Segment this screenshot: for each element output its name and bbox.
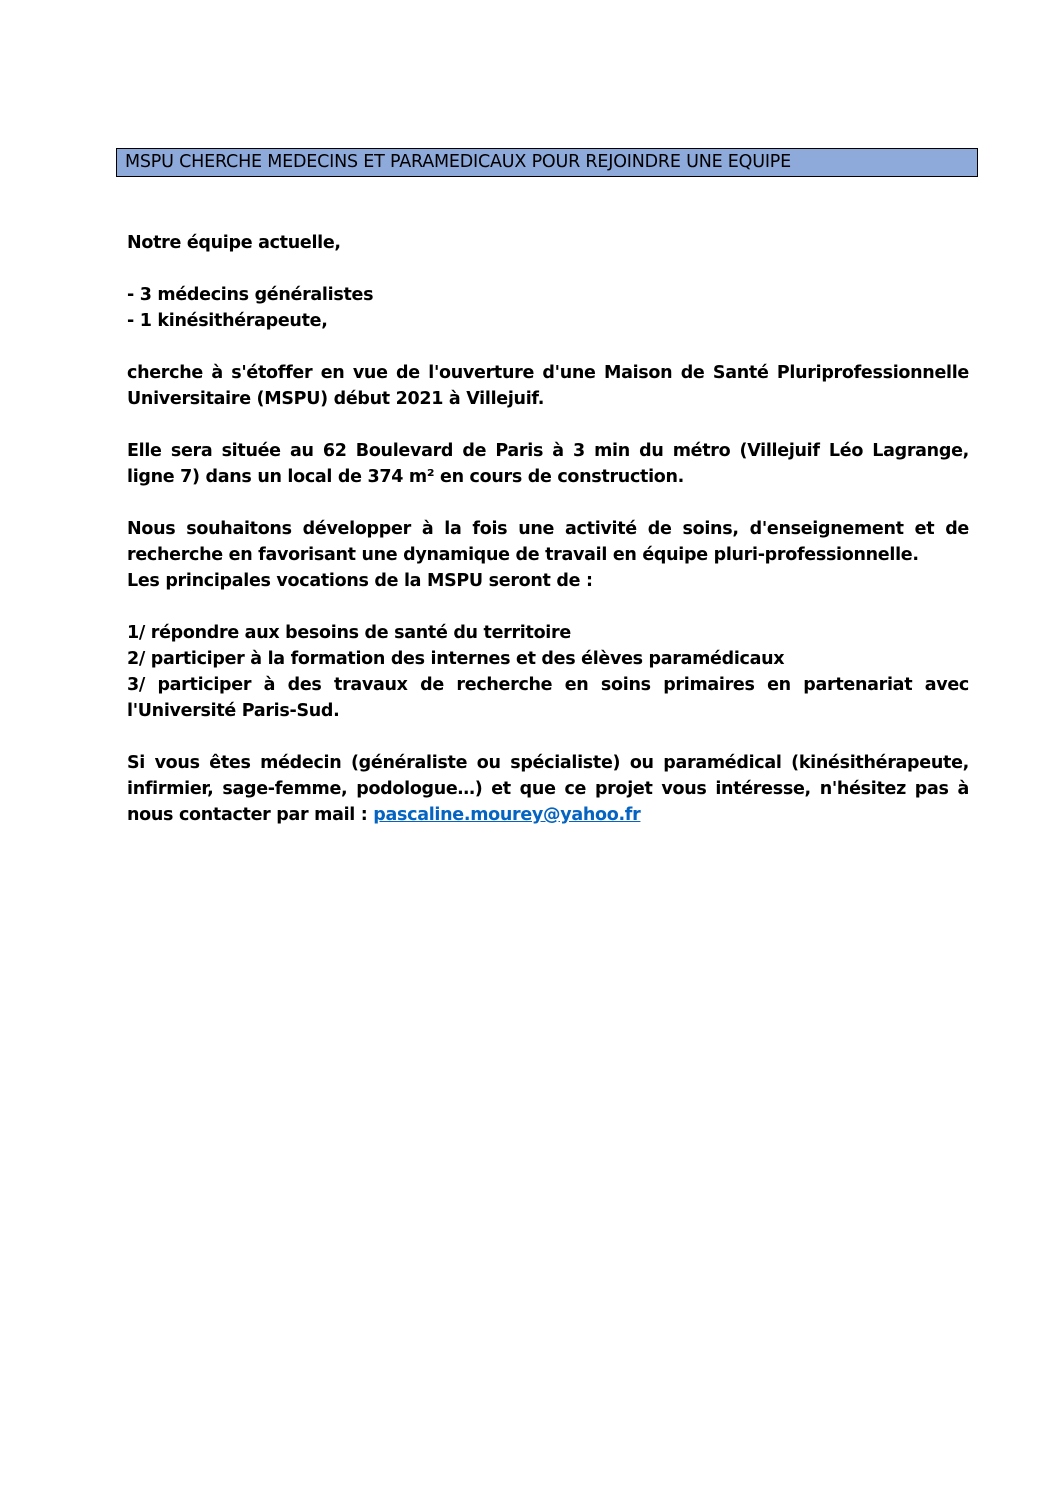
vocation-item-1: 1/ répondre aux besoins de santé du territoire	[127, 623, 571, 643]
document-body	[127, 230, 969, 828]
header-banner	[116, 148, 978, 177]
vocation-item-3: 3/ participer à des travaux de recherche en soins primaires en partenariat avec l'Université Paris-Sud.	[127, 675, 969, 721]
paragraph-goals: Nous souhaitons développer à la fois une activité de soins, d'enseignement et de recherche en favorisant une dynamique de travail en équipe pluri-professionnelle.	[127, 519, 969, 565]
vocation-item-2: 2/ participer à la formation des internes et des élèves paramédicaux	[127, 649, 785, 669]
paragraph-location: Elle sera située au 62 Boulevard de Paris à 3 min du métro (Villejuif Léo Lagrange, ligne 7) dans un local de 374 m² en cours de construction.	[127, 441, 969, 487]
team-item-doctors: - 3 médecins généralistes	[127, 285, 374, 305]
contact-text: Si vous êtes médecin (généraliste ou spécialiste) ou paramédical (kinésithérapeute, infirmier, sage-femme, podologue…) et que ce projet vous intéresse, n'hésitez pas à nous contacter par mail :	[127, 753, 969, 825]
page-title: MSPU CHERCHE MEDECINS ET PARAMEDICAUX POUR REJOINDRE UNE EQUIPE	[125, 152, 792, 172]
contact-email-link[interactable]: pascaline.mourey@yahoo.fr	[373, 805, 641, 825]
team-item-physio: - 1 kinésithérapeute,	[127, 311, 328, 331]
contact-paragraph	[127, 750, 969, 828]
paragraph-expansion: cherche à s'étoffer en vue de l'ouverture d'une Maison de Santé Pluriprofessionnelle Universitaire (MSPU) début 2021 à Villejuif.	[127, 363, 969, 409]
paragraph-vocations-intro: Les principales vocations de la MSPU seront de :	[127, 571, 593, 591]
greeting: Notre équipe actuelle,	[127, 233, 341, 253]
